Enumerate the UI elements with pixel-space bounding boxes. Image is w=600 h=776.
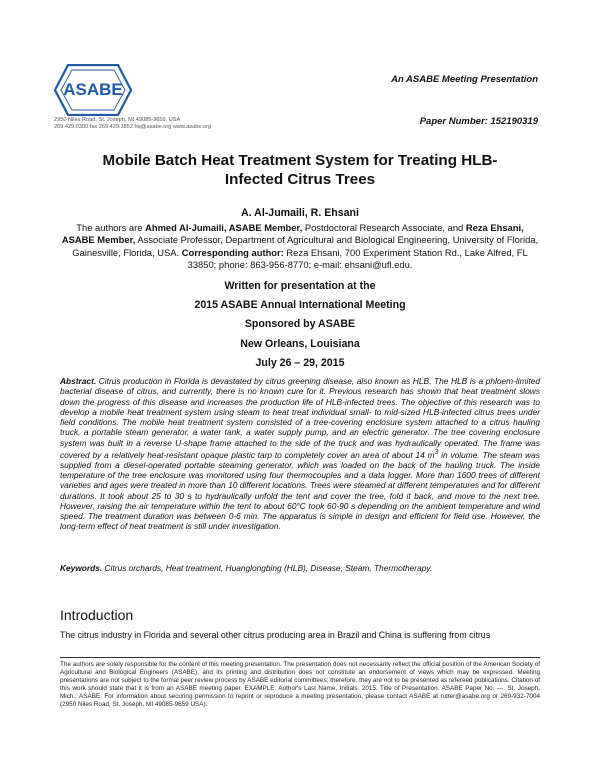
author-affiliation xyxy=(60,222,540,272)
title-line-1: Mobile Batch Heat Treatment System for Treating HLB- xyxy=(102,152,498,169)
author-info-text-4: Reza Ehsani, 700 Experiment Station Rd., Lake Alfred, FL 33850; phone: 863-956-8770; e-mail: ehsani@ufl.edu. xyxy=(187,246,528,271)
author-info-text-2: Postdoctoral Research Associate, and xyxy=(302,222,466,233)
paper-title xyxy=(60,152,540,189)
author-info-text-1: The authors are xyxy=(76,222,146,233)
written-for: Written for presentation at the xyxy=(224,280,376,292)
author-info-bold-2: Reza Ehsani, ASABE Member, xyxy=(61,222,524,246)
title-line-2: Infected Citrus Trees xyxy=(224,170,376,188)
keywords xyxy=(60,563,540,573)
footer-note: The authors are solely responsible for the content of this meeting presentation. The presentation does not necessarily reflect the official position of the American Society of Agricultural and Biological Engineers (ASABE), and its printing and distribution does not constitute an endorsement of views which may be expressed. Meeting presentations are not subject to the formal peer review process by ASABE editorial committees; therefore, they are not to be presented as refereed publications. Citation of this work should state that it is from an ASABE meeting paper. EXAMPLE: Author's Last Name, Initials. 2015. Title of Presentation. ASABE Paper No. ---. St. Joseph, Mich.: ASABE. For information about securing permission to reprint or reproduce a meeting presentation, please contact ASABE at rutter@asabe.org or 269-932-7004 (2950 Niles Road, St. Joseph, MI 49085-9659 USA). xyxy=(60,661,540,709)
author-info-bold-1: Ahmed Al-Jumaili, ASABE Member, xyxy=(145,222,303,233)
sponsored-by: Sponsored by ASABE xyxy=(244,318,356,330)
address-line-1: 2950 Niles Road, St. Joseph, MI 49085-9659, USA xyxy=(54,117,181,123)
abstract-label: Abstract. xyxy=(60,376,97,386)
abstract-superscript: 3 xyxy=(434,448,439,456)
asabe-logo-graphic xyxy=(54,64,132,116)
meeting-dates: July 26 – 29, 2015 xyxy=(255,357,345,369)
introduction-body: The citrus industry in Florida and several other citrus producing area in Brazil and China is suffering from citrus xyxy=(60,630,491,640)
introduction-heading: Introduction xyxy=(60,607,134,623)
asabe-logo xyxy=(54,64,132,116)
abstract-text-b: in volume. The steam was supplied from a diesel-operated portable steaming generator, which was loaded on the back of the hauling truck. The inside temperature of the tree enclosure was monitored using four thermocouples and a data logger. More than 1600 trees of different varieties and ages were treated in more than 10 different locations. Trees were steamed at different temperatures and for different durations. It took about 25 to 30 s to hydraulically unfold the tent and cover the tree, fold it back, and move to the next tree. However, raising the air temperature within the tent to about 60°C took 60-90 s depending on the ambient temperature and wind speed. The treatment duration was between 0-6 min. The apparatus is simple in design and efficient for field use. However, the long-term effect of heat treatment is still under investigation. xyxy=(60,449,540,532)
address-line-2: 269.429.0300 fax 269.429.3852 hq@asabe.org www.asabe.org xyxy=(54,124,212,131)
keywords-text: Citrus orchards, Heat treatment, Huanglongbing (HLB), Disease, Steam, Thermotherapy. xyxy=(102,563,433,573)
abstract-text-a: Citrus production in Florida is devastated by citrus greening disease, also known as HLB. The HLB is a phloem-limited bacterial disease of citrus, and currently, there is no known cure for it. Previous research has shown that heat treatment slows down the progress of this disease and increases the production life of HLB-infected trees. The objective of this research was to develop a mobile heat treatment system using steam to heat treat individual small- to mid-sized HLB-infected citrus trees under field conditions. The mobile heat treatment system consisted of a tree-covering enclosure system attached to a citrus hauling truck, a portable steam generator, a water tank, a water supply pump, and an electric generator. The tree covering enclosure system was built in a reverse U-shape frame attached to the side of the truck and was hydraulically operated. The frame was covered by a relatively heat-resistant opaque plastic tarp to completely cover an area of about 14 m xyxy=(60,376,540,460)
meeting-name: 2015 ASABE Annual International Meeting xyxy=(194,299,406,311)
meeting-location: New Orleans, Louisiana xyxy=(240,338,360,350)
abstract xyxy=(60,376,540,532)
author-info-bold-3: Corresponding author: xyxy=(181,246,284,258)
asabe-logo-text: ASABE xyxy=(63,80,123,99)
footer-divider xyxy=(60,657,540,658)
author-info-text-3: Associate Professor, Department of Agricultural and Biological Engineering, University of Florida, Gainesville, Florida, USA. xyxy=(72,234,539,258)
paper-number: Paper Number: 152190319 xyxy=(419,116,538,127)
keywords-label: Keywords. xyxy=(60,563,103,573)
meeting-label: An ASABE Meeting Presentation xyxy=(391,74,538,85)
asabe-address xyxy=(54,117,274,131)
authors: A. Al-Jumaili, R. Ehsani xyxy=(241,207,359,219)
